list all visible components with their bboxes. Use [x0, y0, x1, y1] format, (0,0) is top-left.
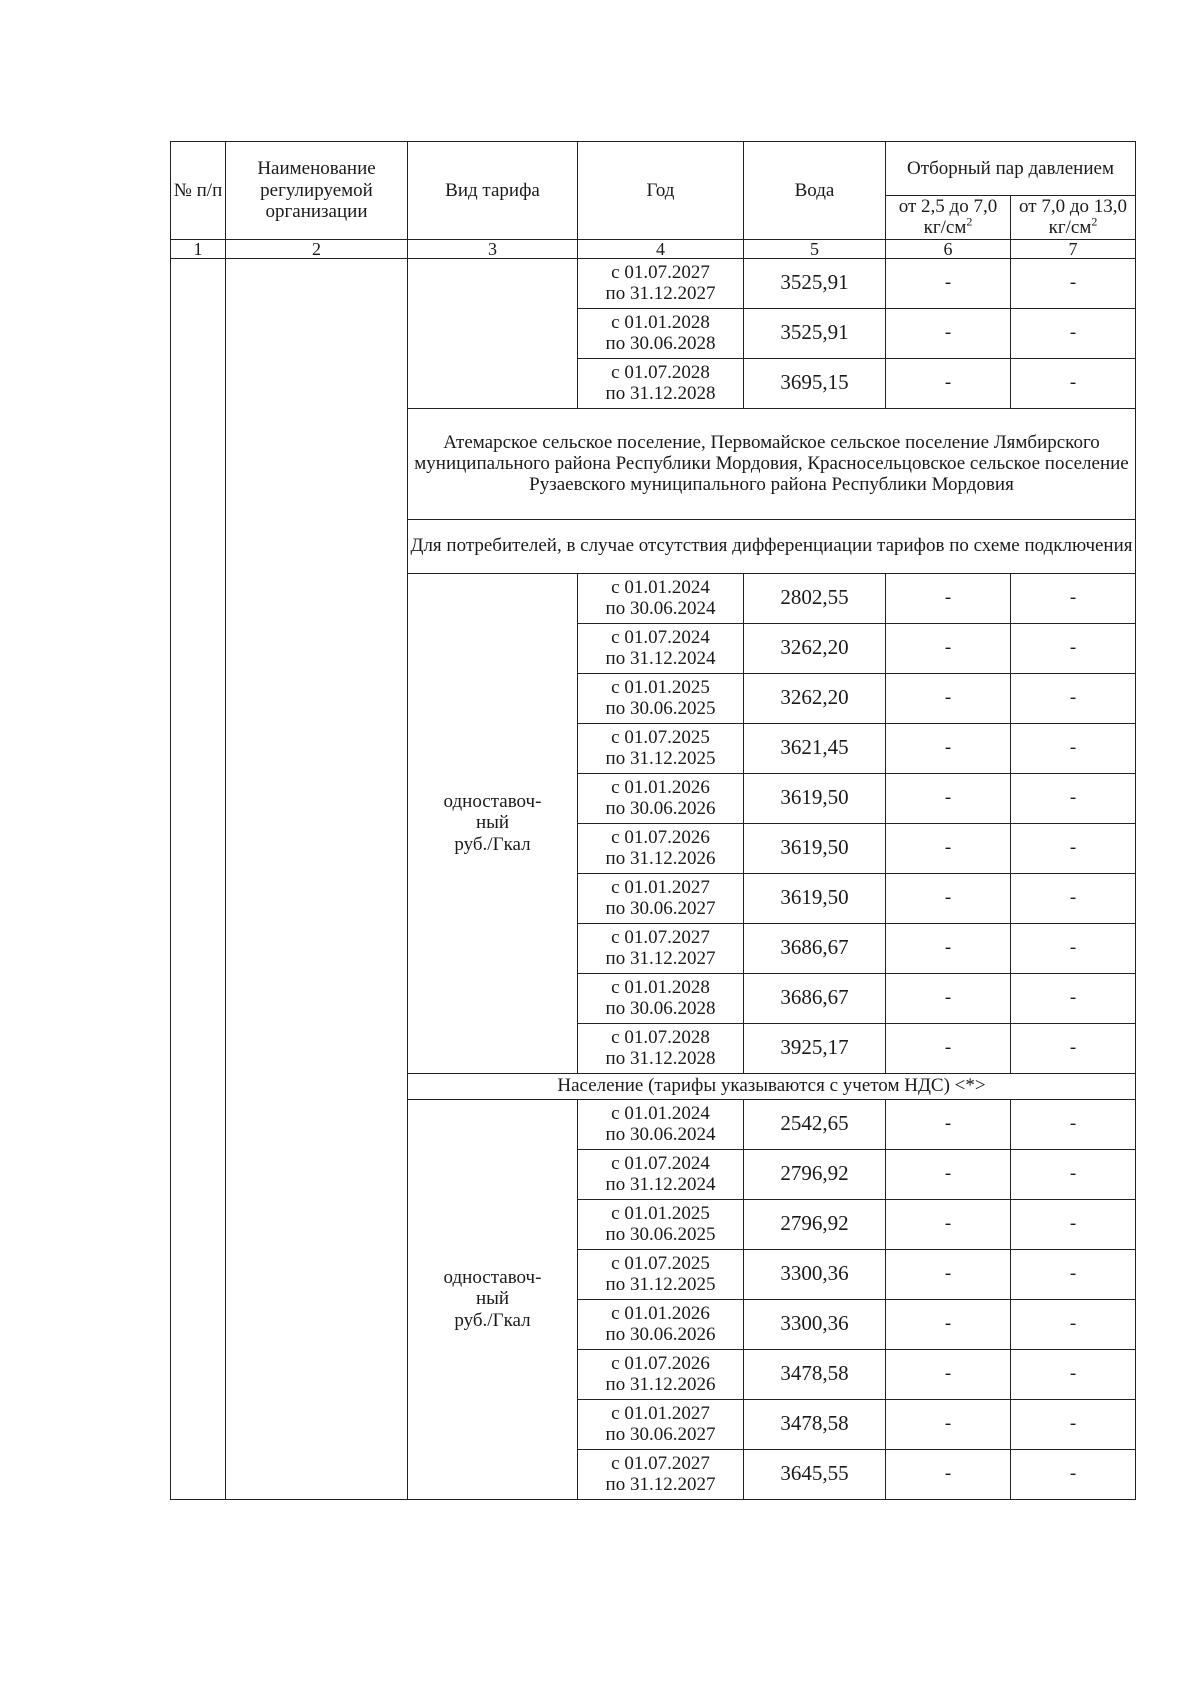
- period-to: по 30.06.2024: [605, 598, 716, 620]
- period-cell: [578, 1149, 744, 1199]
- table-row: [171, 258, 1136, 308]
- steam-1-value: -: [886, 1023, 1011, 1073]
- period-from: с 01.07.2027: [611, 926, 710, 948]
- steam-2-value: -: [1011, 258, 1136, 308]
- header-steam-2-text: от 7,0 до 13,0 кг/см: [1019, 196, 1127, 239]
- column-number: 4: [578, 239, 744, 258]
- period-from: с 01.07.2028: [611, 361, 710, 383]
- steam-2-value: -: [1011, 1249, 1136, 1299]
- steam-2-value: -: [1011, 1449, 1136, 1499]
- period-cell: [578, 1099, 744, 1149]
- period-to: по 30.06.2027: [605, 1424, 716, 1446]
- header-steam-2-sup: 2: [1091, 214, 1098, 229]
- header-year: Год: [578, 142, 744, 240]
- water-value: 3300,36: [744, 1299, 886, 1349]
- water-value: 3695,15: [744, 358, 886, 408]
- period-from: с 01.07.2025: [611, 1252, 710, 1274]
- header-steam-1-sup: 2: [966, 214, 973, 229]
- period-from: с 01.01.2024: [611, 576, 710, 598]
- period-to: по 30.06.2028: [605, 998, 716, 1020]
- column-number: 5: [744, 239, 886, 258]
- period-to: по 31.12.2028: [605, 1048, 716, 1070]
- period-to: по 31.12.2027: [605, 283, 716, 305]
- period-from: с 01.07.2026: [611, 1352, 710, 1374]
- header-row: [171, 142, 1136, 196]
- period-to: по 30.06.2028: [605, 333, 716, 355]
- period-cell: [578, 873, 744, 923]
- water-value: 3262,20: [744, 673, 886, 723]
- steam-2-value: -: [1011, 1199, 1136, 1249]
- steam-2-value: -: [1011, 673, 1136, 723]
- period-cell: [578, 1199, 744, 1249]
- period-from: с 01.01.2028: [611, 976, 710, 998]
- column-number: 1: [171, 239, 226, 258]
- steam-1-value: -: [886, 1299, 1011, 1349]
- period-from: с 01.07.2028: [611, 1026, 710, 1048]
- tariff-table: [170, 141, 1136, 1500]
- column-number: 6: [886, 239, 1011, 258]
- period-from: с 01.07.2025: [611, 726, 710, 748]
- water-value: 2796,92: [744, 1149, 886, 1199]
- steam-2-value: -: [1011, 1399, 1136, 1449]
- steam-1-value: -: [886, 1099, 1011, 1149]
- steam-1-value: -: [886, 308, 1011, 358]
- header-water: Вода: [744, 142, 886, 240]
- period-cell: [578, 723, 744, 773]
- period-cell: [578, 973, 744, 1023]
- water-value: 2796,92: [744, 1199, 886, 1249]
- period-cell: [578, 823, 744, 873]
- period-to: по 31.12.2025: [605, 1274, 716, 1296]
- group-heading: Для потребителей, в случае отсутствия дифференциации тарифов по схеме подключения: [408, 519, 1136, 573]
- period-from: с 01.01.2026: [611, 1302, 710, 1324]
- header-tariff-type: Вид тарифа: [408, 142, 578, 240]
- steam-1-value: -: [886, 973, 1011, 1023]
- period-cell: [578, 1249, 744, 1299]
- period-from: с 01.07.2026: [611, 826, 710, 848]
- water-value: 3478,58: [744, 1349, 886, 1399]
- period-cell: [578, 258, 744, 308]
- water-value: 3686,67: [744, 923, 886, 973]
- period-to: по 31.12.2027: [605, 948, 716, 970]
- header-steam-2: [1011, 196, 1136, 240]
- period-cell: [578, 1349, 744, 1399]
- period-cell: [578, 1023, 744, 1073]
- period-to: по 31.12.2024: [605, 648, 716, 670]
- period-cell: [578, 623, 744, 673]
- steam-1-value: -: [886, 1249, 1011, 1299]
- period-cell: [578, 308, 744, 358]
- period-from: с 01.01.2024: [611, 1102, 710, 1124]
- region-heading: Атемарское сельское поселение, Первомайское сельское поселение Лямбирского муниципального района Республики Мордовия, Красносельцовское сельское поселение Рузаевского муниципального района Республики Мордовия: [408, 408, 1136, 519]
- water-value: 2542,65: [744, 1099, 886, 1149]
- group-heading: Население (тарифы указываются с учетом НДС) <*>: [408, 1073, 1136, 1099]
- steam-2-value: -: [1011, 623, 1136, 673]
- water-value: 3619,50: [744, 873, 886, 923]
- steam-1-value: -: [886, 1149, 1011, 1199]
- period-cell: [578, 573, 744, 623]
- period-from: с 01.01.2025: [611, 1202, 710, 1224]
- period-from: с 01.01.2027: [611, 876, 710, 898]
- period-from: с 01.01.2026: [611, 776, 710, 798]
- period-to: по 30.06.2025: [605, 1224, 716, 1246]
- steam-2-value: -: [1011, 1299, 1136, 1349]
- steam-1-value: -: [886, 723, 1011, 773]
- steam-2-value: -: [1011, 923, 1136, 973]
- period-to: по 31.12.2025: [605, 748, 716, 770]
- period-from: с 01.01.2028: [611, 311, 710, 333]
- header-steam-1-text: от 2,5 до 7,0 кг/см: [898, 196, 998, 239]
- period-to: по 31.12.2027: [605, 1474, 716, 1496]
- period-cell: [578, 1399, 744, 1449]
- period-cell: [578, 773, 744, 823]
- steam-1-value: -: [886, 1199, 1011, 1249]
- steam-2-value: -: [1011, 358, 1136, 408]
- period-to: по 30.06.2026: [605, 798, 716, 820]
- period-from: с 01.01.2025: [611, 676, 710, 698]
- steam-1-value: -: [886, 823, 1011, 873]
- tariff-name: одноставоч- ный руб./Гкал: [408, 1099, 578, 1499]
- period-to: по 30.06.2024: [605, 1124, 716, 1146]
- steam-2-value: -: [1011, 873, 1136, 923]
- tariff-type-cell: [408, 258, 578, 408]
- water-value: 3525,91: [744, 258, 886, 308]
- period-cell: [578, 1299, 744, 1349]
- water-value: 2802,55: [744, 573, 886, 623]
- period-cell: [578, 1449, 744, 1499]
- steam-1-value: -: [886, 773, 1011, 823]
- steam-2-value: -: [1011, 823, 1136, 873]
- steam-2-value: -: [1011, 1149, 1136, 1199]
- steam-2-value: -: [1011, 773, 1136, 823]
- num-cell: [171, 258, 226, 1499]
- period-from: с 01.01.2027: [611, 1402, 710, 1424]
- period-from: с 01.07.2027: [611, 1452, 710, 1474]
- period-from: с 01.07.2024: [611, 1152, 710, 1174]
- header-num: № п/п: [171, 142, 226, 240]
- tariff-table-body: [171, 142, 1136, 1500]
- water-value: 3686,67: [744, 973, 886, 1023]
- period-cell: [578, 923, 744, 973]
- steam-2-value: -: [1011, 1349, 1136, 1399]
- steam-1-value: -: [886, 923, 1011, 973]
- period-to: по 31.12.2028: [605, 383, 716, 405]
- steam-1-value: -: [886, 1349, 1011, 1399]
- column-number: 3: [408, 239, 578, 258]
- steam-2-value: -: [1011, 973, 1136, 1023]
- period-to: по 31.12.2026: [605, 848, 716, 870]
- steam-1-value: -: [886, 1399, 1011, 1449]
- period-cell: [578, 673, 744, 723]
- header-org: Наименование регулируемой организации: [226, 142, 408, 240]
- water-value: 3478,58: [744, 1399, 886, 1449]
- steam-1-value: -: [886, 358, 1011, 408]
- steam-1-value: -: [886, 573, 1011, 623]
- steam-1-value: -: [886, 623, 1011, 673]
- water-value: 3262,20: [744, 623, 886, 673]
- period-from: с 01.07.2027: [611, 261, 710, 283]
- period-cell: [578, 358, 744, 408]
- org-cell: [226, 258, 408, 1499]
- period-from: с 01.07.2024: [611, 626, 710, 648]
- column-number-row: [171, 239, 1136, 258]
- steam-1-value: -: [886, 673, 1011, 723]
- water-value: 3619,50: [744, 773, 886, 823]
- steam-1-value: -: [886, 1449, 1011, 1499]
- column-number: 7: [1011, 239, 1136, 258]
- column-number: 2: [226, 239, 408, 258]
- period-to: по 31.12.2024: [605, 1174, 716, 1196]
- period-to: по 30.06.2025: [605, 698, 716, 720]
- water-value: 3619,50: [744, 823, 886, 873]
- steam-1-value: -: [886, 873, 1011, 923]
- water-value: 3621,45: [744, 723, 886, 773]
- period-to: по 30.06.2027: [605, 898, 716, 920]
- steam-2-value: -: [1011, 573, 1136, 623]
- period-to: по 31.12.2026: [605, 1374, 716, 1396]
- tariff-name: одноставоч- ный руб./Гкал: [408, 573, 578, 1073]
- period-to: по 30.06.2026: [605, 1324, 716, 1346]
- steam-2-value: -: [1011, 308, 1136, 358]
- water-value: 3525,91: [744, 308, 886, 358]
- header-steam-group: Отборный пар давлением: [886, 142, 1136, 196]
- steam-1-value: -: [886, 258, 1011, 308]
- header-steam-1: [886, 196, 1011, 240]
- water-value: 3300,36: [744, 1249, 886, 1299]
- water-value: 3645,55: [744, 1449, 886, 1499]
- steam-2-value: -: [1011, 723, 1136, 773]
- steam-2-value: -: [1011, 1099, 1136, 1149]
- steam-2-value: -: [1011, 1023, 1136, 1073]
- water-value: 3925,17: [744, 1023, 886, 1073]
